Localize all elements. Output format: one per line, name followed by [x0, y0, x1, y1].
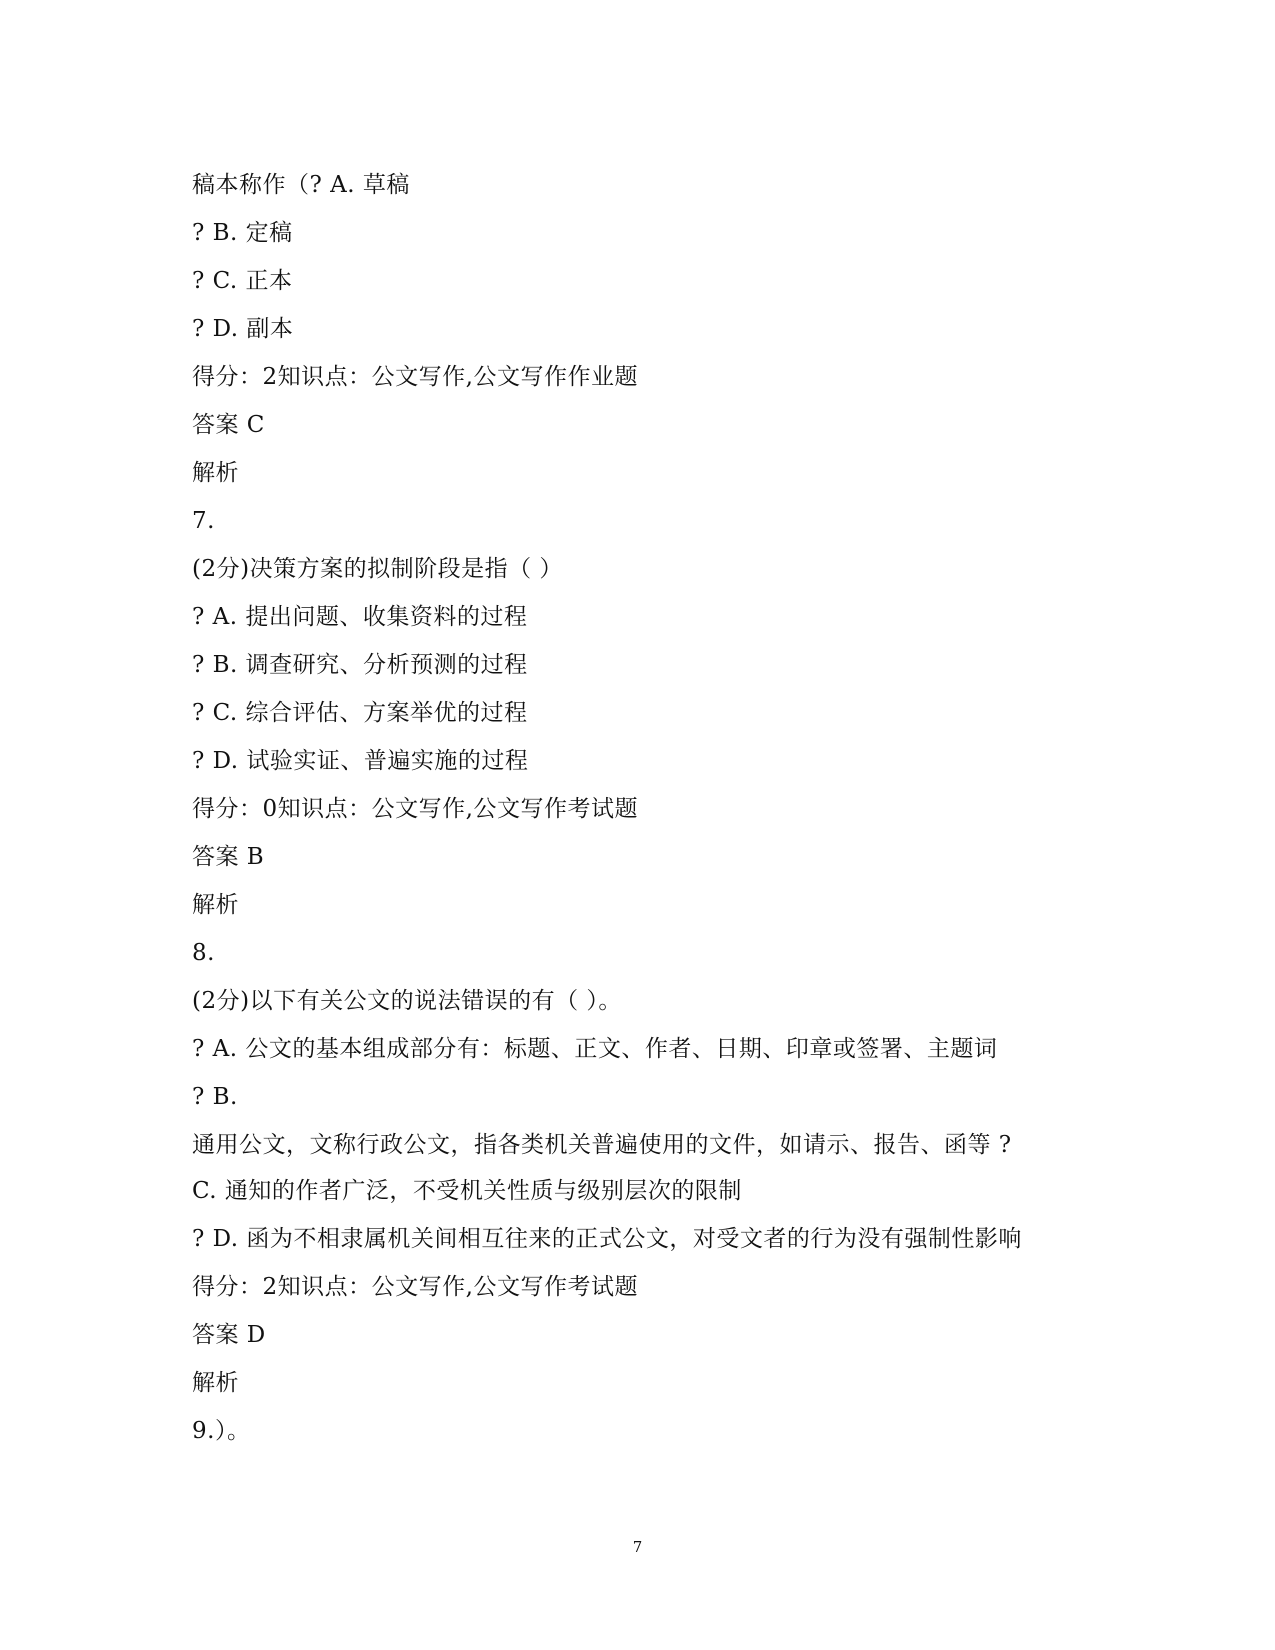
question-6-score: 得分：2知识点：公文写作,公文写作作业题	[192, 364, 638, 390]
question-8-score: 得分：2知识点：公文写作,公文写作考试题	[192, 1274, 638, 1300]
question-8-answer: 答案 D	[192, 1322, 266, 1348]
question-6-option-d: ? D. 副本	[192, 316, 294, 342]
question-7-option-c: ? C. 综合评估、方案举优的过程	[192, 700, 528, 726]
page-number: 7	[632, 1538, 643, 1556]
question-6-answer: 答案 C	[192, 412, 265, 438]
question-8-stem: (2分)以下有关公文的说法错误的有（ ）。	[192, 988, 622, 1014]
question-6-stem-tail: 稿本称作（? A. 草稿	[192, 172, 410, 198]
question-7-option-b: ? B. 调查研究、分析预测的过程	[192, 652, 528, 678]
question-7-stem: (2分)决策方案的拟制阶段是指（ ）	[192, 556, 563, 582]
question-6-option-c: ? C. 正本	[192, 268, 293, 294]
question-8-option-d: ? D. 函为不相隶属机关间相互往来的正式公文，对受文者的行为没有强制性影响	[192, 1226, 1022, 1252]
question-7-number: 7.	[192, 508, 215, 534]
question-7-score: 得分：0知识点：公文写作,公文写作考试题	[192, 796, 638, 822]
question-7-option-d: ? D. 试验实证、普遍实施的过程	[192, 748, 529, 774]
question-7-analysis: 解析	[192, 892, 239, 918]
question-6-analysis: 解析	[192, 460, 239, 486]
question-6-option-b: ? B. 定稿	[192, 220, 293, 246]
question-8-option-a: ? A. 公文的基本组成部分有：标题、正文、作者、日期、印章或签署、主题词	[192, 1036, 998, 1062]
question-8-number: 8.	[192, 940, 215, 966]
question-8-option-b-text: 通用公文，文称行政公文，指各类机关普遍使用的文件，如请示、报告、函等 ?	[192, 1132, 1012, 1158]
question-7-option-a: ? A. 提出问题、收集资料的过程	[192, 604, 528, 630]
question-9-start: 9.）。	[192, 1418, 251, 1444]
question-7-answer: 答案 B	[192, 844, 265, 870]
question-8-option-c: C. 通知的作者广泛，不受机关性质与级别层次的限制	[192, 1178, 742, 1204]
question-8-analysis: 解析	[192, 1370, 239, 1396]
question-8-option-b-label: ? B.	[192, 1084, 238, 1110]
